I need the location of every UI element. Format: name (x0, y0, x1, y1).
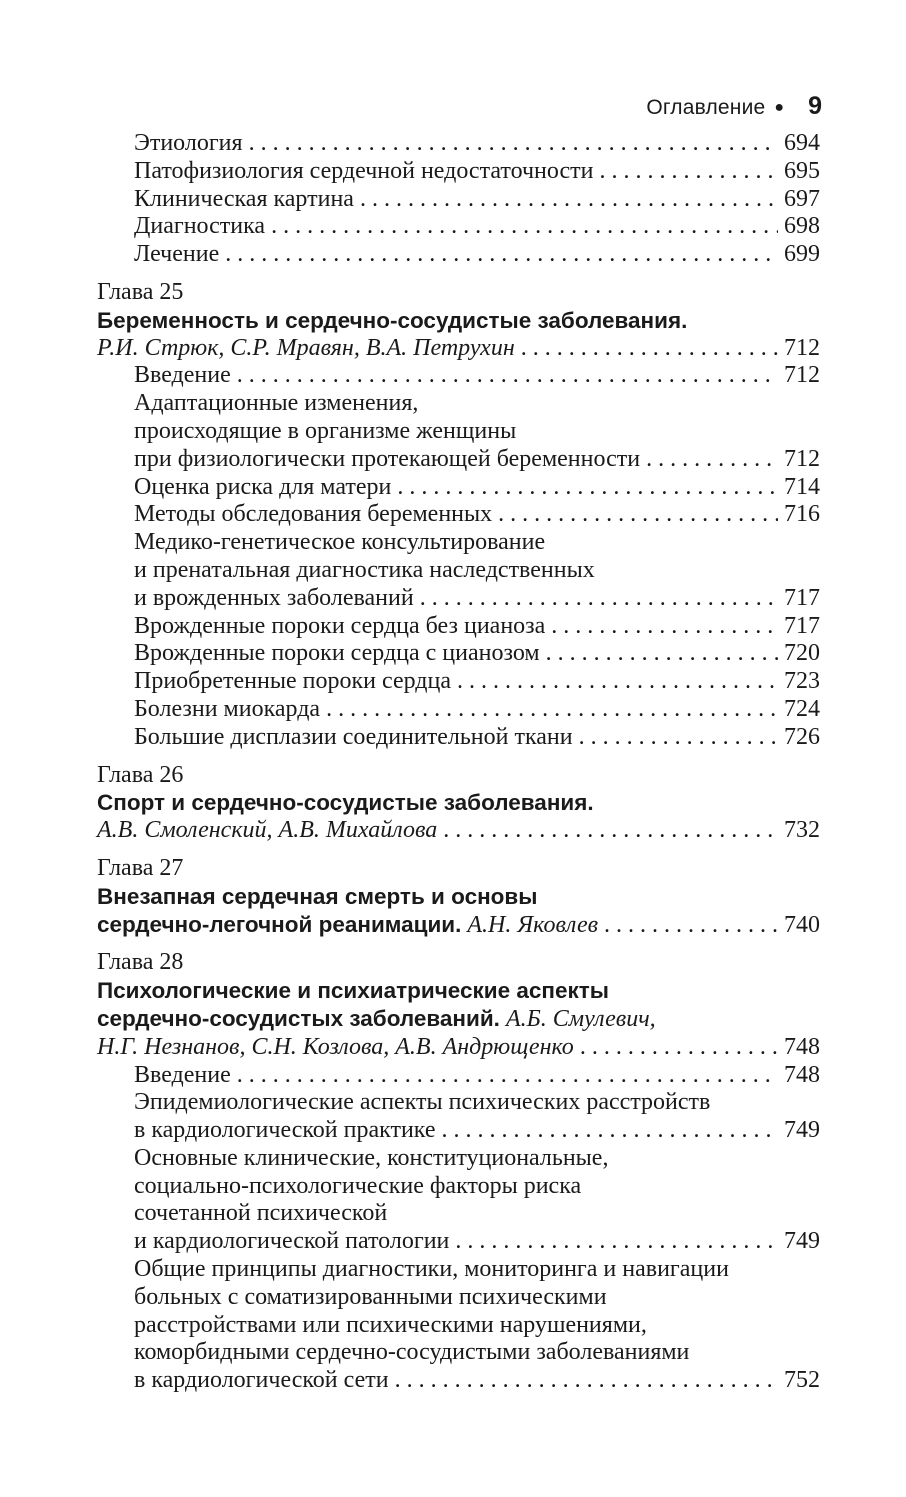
leader-dots (237, 1062, 778, 1090)
toc-entry-line: Адаптационные изменения, (134, 390, 419, 417)
leader-dots (646, 446, 778, 474)
toc-entry-title: при физиологически протекающей беременности (134, 445, 641, 472)
toc-entry-title: и врожденных заболеваний (134, 584, 414, 611)
leader-dots (546, 640, 778, 668)
toc-entry-page: 697 (784, 185, 820, 212)
toc-entry-title: Методы обследования беременных (134, 501, 493, 528)
toc-entry[interactable] (97, 724, 820, 752)
toc-entry-line: сочетанной психической (134, 1200, 388, 1227)
toc-entry-page: 714 (784, 473, 820, 500)
toc-entry-multiline[interactable] (97, 529, 820, 612)
toc-entry-title: Болезни миокарда (134, 695, 321, 722)
leader-dots (326, 696, 778, 724)
chapter-authors-row[interactable] (97, 817, 820, 845)
chapter-title[interactable]: Психологические и психиатрические аспекты (97, 978, 609, 1004)
chapter-title[interactable]: Беременность и сердечно-сосудистые заболевания. (97, 307, 688, 333)
leader-dots (397, 474, 778, 502)
chapter-authors: А.Б. Смулевич, (505, 1005, 656, 1032)
toc-entry-page: 695 (784, 157, 820, 184)
toc-entry-line: происходящие в организме женщины (134, 417, 517, 444)
toc-entry-title: Клиническая картина (134, 185, 354, 212)
toc-entry-last-line (97, 446, 820, 474)
toc-entry-page: 723 (784, 668, 820, 695)
chapter-label: Глава 28 (97, 949, 184, 976)
toc-entry-page: 712 (784, 445, 820, 472)
toc-entry[interactable] (97, 241, 820, 269)
toc-entry-title: Диагностика (134, 213, 266, 240)
toc-entry-page: 717 (784, 584, 820, 611)
chapter-page: 712 (784, 334, 820, 361)
chapter-authors: А.Н. Яковлев (467, 911, 599, 938)
toc-entry-last-line (97, 1228, 820, 1256)
toc-entry-page: 716 (784, 501, 820, 528)
chapter-title: сердечно-сосудистых заболеваний. (97, 1005, 500, 1031)
toc-entry-line: Общие принципы диагностики, мониторинга и навигации (134, 1256, 729, 1283)
chapter-title: сердечно-легочной реанимации. (97, 911, 462, 937)
toc-entry-page: 752 (784, 1367, 820, 1394)
running-header (560, 92, 822, 122)
toc-entry-line: расстройствами или психическими нарушениями, (134, 1311, 647, 1338)
toc-entry[interactable] (97, 1062, 820, 1090)
leader-dots (604, 912, 778, 940)
leader-dots (498, 501, 778, 529)
chapter-authors-row[interactable] (97, 335, 820, 363)
toc-entry-page: 698 (784, 213, 820, 240)
chapter-authors: А.В. Смоленский, А.В. Михайлова (97, 817, 438, 844)
toc-entry-page: 699 (784, 241, 820, 268)
bullet-icon: ● (774, 99, 785, 116)
toc-entry[interactable] (97, 613, 820, 641)
toc-entry-title: и кардиологической патологии (134, 1228, 450, 1255)
toc-entry[interactable] (97, 640, 820, 668)
chapter-authors: Р.И. Стрюк, С.Р. Мравян, В.А. Петрухин (97, 334, 515, 361)
chapter-title[interactable]: Спорт и сердечно-сосудистые заболевания. (97, 790, 594, 816)
chapter-28 (97, 949, 820, 1395)
leader-dots (225, 241, 778, 269)
leader-dots (442, 1117, 778, 1145)
toc-entry-line: коморбидными сердечно-сосудистыми заболеваниями (134, 1339, 690, 1366)
toc-entry-multiline[interactable] (97, 390, 820, 473)
leader-dots (551, 613, 778, 641)
chapter-authors-row[interactable] (97, 1034, 820, 1062)
toc-entry[interactable] (97, 213, 820, 241)
toc-entry-page: 720 (784, 640, 820, 667)
toc-entry-title: Большие дисплазии соединительной ткани (134, 723, 573, 750)
leader-dots (443, 817, 778, 845)
toc-entry-title: Этиология (134, 130, 243, 156)
running-header-title: Оглавление (646, 96, 766, 119)
toc-entry[interactable] (97, 158, 820, 186)
toc-entry-page: 694 (784, 130, 820, 156)
toc-entry[interactable] (97, 130, 820, 158)
leader-dots (249, 130, 778, 158)
toc-entry-page: 712 (784, 362, 820, 389)
toc-entry-title: в кардиологической практике (134, 1117, 436, 1144)
leader-dots (420, 585, 778, 613)
leader-dots (599, 158, 778, 186)
leader-dots (579, 724, 778, 752)
chapter-label: Глава 26 (97, 761, 184, 788)
toc-entry-page: 726 (784, 723, 820, 750)
leader-dots (271, 213, 778, 241)
leader-dots (521, 335, 778, 363)
toc-entry[interactable] (97, 501, 820, 529)
leader-dots (455, 1228, 778, 1256)
toc-entry[interactable] (97, 668, 820, 696)
chapter-authors: Н.Г. Незнанов, С.Н. Козлова, А.В. Андрющенко (97, 1033, 574, 1060)
toc-entry-title: Приобретенные пороки сердца (134, 668, 451, 695)
toc-entry-page: 724 (784, 695, 820, 722)
toc-entry-last-line (97, 1367, 820, 1395)
toc-entry-line: социально-психологические факторы риска (134, 1172, 582, 1199)
table-of-contents (97, 130, 820, 1395)
toc-entry-page: 748 (784, 1061, 820, 1088)
toc-entry-title: Оценка риска для матери (134, 473, 392, 500)
chapter-label: Глава 27 (97, 854, 184, 881)
chapter-page: 740 (784, 911, 820, 938)
chapter-title-line[interactable] (97, 1005, 820, 1034)
toc-entry-line: Медико-генетическое консультирование (134, 529, 546, 556)
toc-entry-multiline[interactable] (97, 1089, 820, 1145)
toc-entry-line: и пренатальная диагностика наследственных (134, 556, 595, 583)
leader-dots (237, 362, 778, 390)
leader-dots (360, 186, 778, 214)
toc-entry-multiline[interactable] (97, 1145, 820, 1256)
toc-entry[interactable] (97, 362, 820, 390)
toc-entry-multiline[interactable] (97, 1256, 820, 1395)
toc-entry-line: больных с соматизированными психическими (134, 1283, 607, 1310)
chapter-label: Глава 25 (97, 278, 184, 305)
toc-entry-last-line (97, 1117, 820, 1145)
toc-entry-page: 749 (784, 1228, 820, 1255)
toc-entry-last-line (97, 585, 820, 613)
toc-entry-title: Патофизиология сердечной недостаточности (134, 157, 594, 184)
toc-entry-title: в кардиологической сети (134, 1367, 389, 1394)
page-number: 9 (808, 92, 822, 120)
toc-entry-page: 717 (784, 612, 820, 639)
leader-dots (457, 668, 778, 696)
toc-entry-title: Введение (134, 1061, 231, 1088)
toc-entry[interactable] (97, 474, 820, 502)
leader-dots (395, 1367, 778, 1395)
toc-entry[interactable] (97, 186, 820, 214)
chapter-25 (97, 279, 820, 752)
toc-entry-title: Врожденные пороки сердца с цианозом (134, 640, 540, 667)
leader-dots (580, 1034, 778, 1062)
toc-entry-line: Эпидемиологические аспекты психических расстройств (134, 1089, 711, 1116)
toc-entry-line: Основные клинические, конституциональные, (134, 1144, 609, 1171)
toc-entry-title: Лечение (134, 241, 220, 268)
toc-entry[interactable] (97, 696, 820, 724)
chapter-page: 732 (784, 817, 820, 844)
chapter-27 (97, 855, 820, 939)
chapter-26 (97, 762, 820, 845)
toc-entry-page: 749 (784, 1117, 820, 1144)
chapter-page: 748 (784, 1033, 820, 1060)
chapter-title-row[interactable] (97, 911, 820, 940)
toc-entry-title: Врожденные пороки сердца без цианоза (134, 612, 546, 639)
toc-entry-title: Введение (134, 362, 231, 389)
chapter-title[interactable]: Внезапная сердечная смерть и основы (97, 883, 538, 909)
